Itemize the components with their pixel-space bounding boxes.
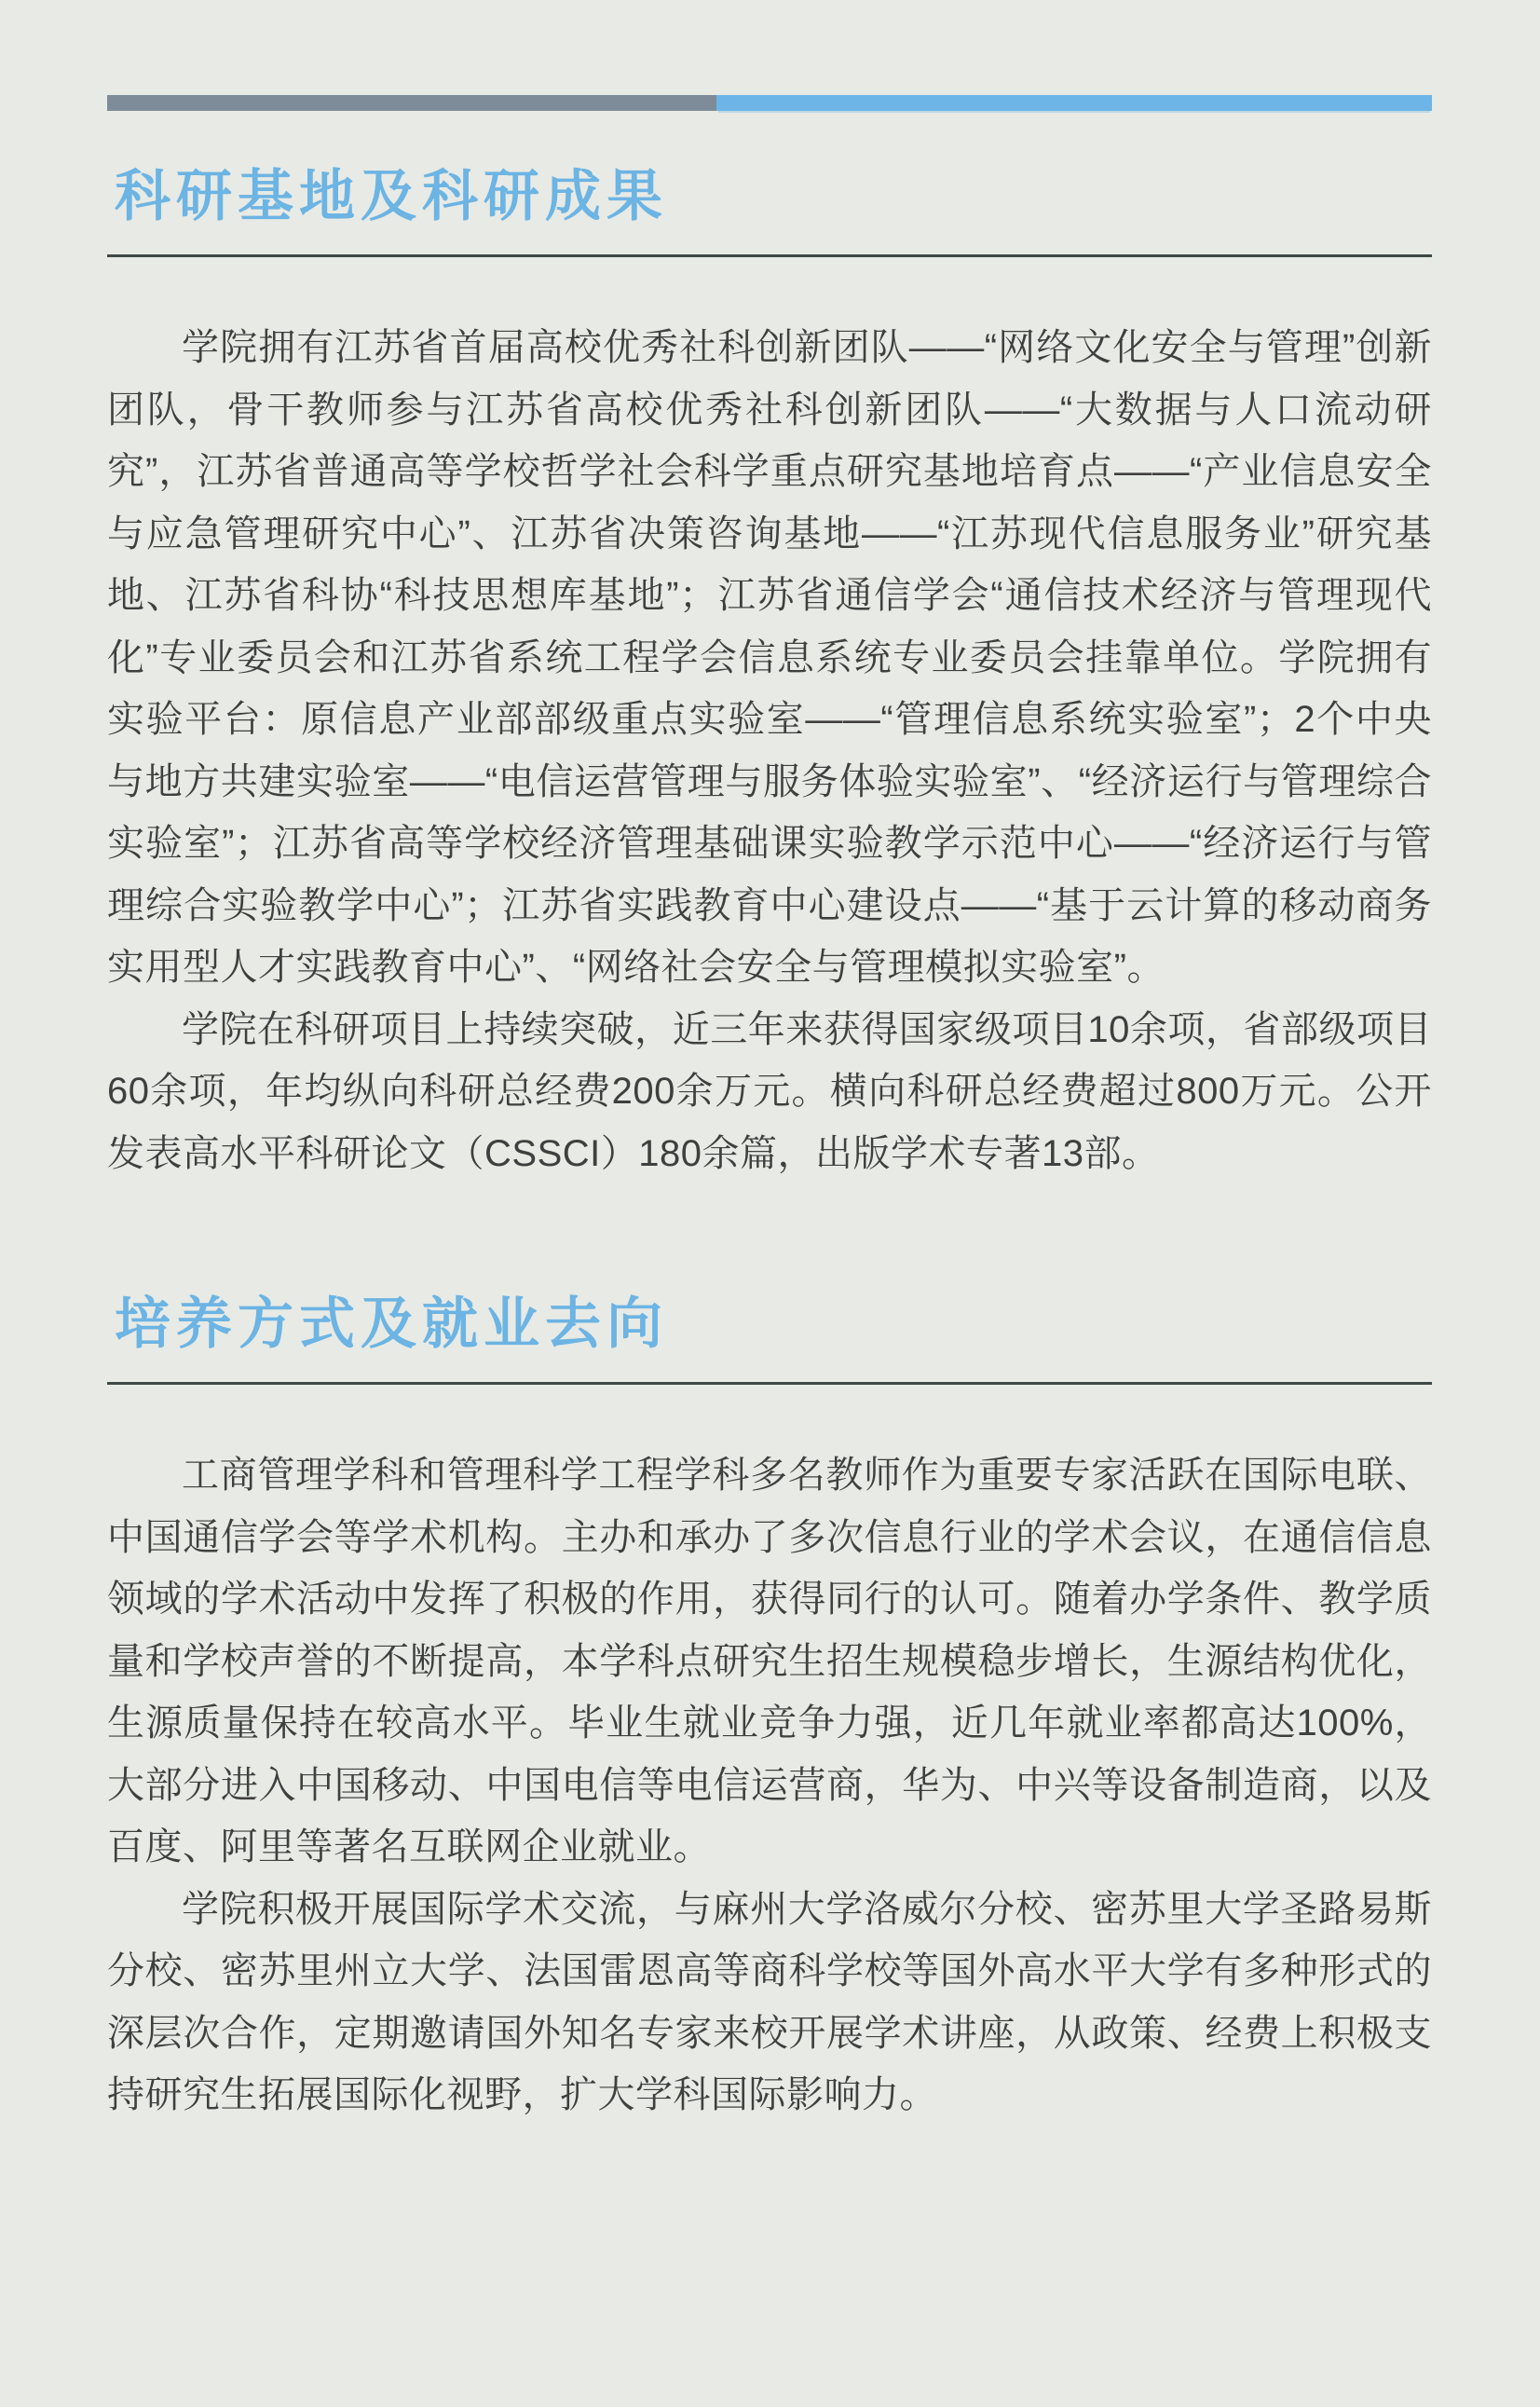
- section-title-research-bases: 科研基地及科研成果: [115, 165, 668, 227]
- section-divider: [107, 1382, 1432, 1385]
- paragraph-international-exchange: 学院积极开展国际学术交流，与麻州大学洛威尔分校、密苏里大学圣路易斯分校、密苏里州立大学、法国雷恩高等商科学校等国外高水平大学有多种形式的深层次合作，定期邀请国外知名专家来校开展学术讲座，从政策、经费上积极支持研究生拓展国际化视野，扩大学科国际影响力。: [107, 1888, 1432, 2115]
- page-content: [107, 95, 1432, 2127]
- top-bar-gray-segment: [107, 95, 716, 111]
- section-title-training-employment: 培养方式及就业去向: [115, 1292, 668, 1355]
- section-research-bases: [107, 165, 1432, 1184]
- section-divider: [107, 254, 1432, 257]
- paragraph-research-projects: 学院在科研项目上持续突破，近三年来获得国家级项目10余项，省部级项目60余项，年均纵向科研总经费200余万元。横向科研总经费超过800万元。公开发表高水平科研论文（CSSCI）180余篇，出版学术专著13部。: [107, 1008, 1432, 1174]
- paragraph-faculty-employment: 工商管理学科和管理科学工程学科多名教师作为重要专家活跃在国际电联、中国通信学会等学术机构。主办和承办了多次信息行业的学术会议，在通信信息领域的学术活动中发挥了积极的作用，获得同行的认可。随着办学条件、教学质量和学校声誉的不断提高，本学科点研究生招生规模稳步增长，生源结构优化，生源质量保持在较高水平。毕业生就业竞争力强，近几年就业率都高达100%，大部分进入中国移动、中国电信等电信运营商，华为、中兴等设备制造商，以及百度、阿里等著名互联网企业就业。: [107, 1455, 1432, 1867]
- paragraph-research-platforms: 学院拥有江苏省首届高校优秀社科创新团队——“网络文化安全与管理”创新团队，骨干教师参与江苏省高校优秀社科创新团队——“大数据与人口流动研究”，江苏省普通高等学校哲学社会科学重点研究基地培育点——“产业信息安全与应急管理研究中心”、江苏省决策咨询基地——“江苏现代信息服务业”研究基地、江苏省科协“科技思想库基地”；江苏省通信学会“通信技术经济与管理现代化”专业委员会和江苏省系统工程学会信息系统专业委员会挂靠单位。学院拥有实验平台：原信息产业部部级重点实验室——“管理信息系统实验室”；2个中央与地方共建实验室——“电信运营管理与服务体验实验室”、“经济运行与管理综合实验室”；江苏省高等学校经济管理基础课实验教学示范中心——“经济运行与管理综合实验教学中心”；江苏省实践教育中心建设点——“基于云计算的移动商务实用型人才实践教育中心”、“网络社会安全与管理模拟实验室”。: [107, 327, 1432, 988]
- section-body: [107, 317, 1432, 1184]
- section-body: [107, 1444, 1432, 2127]
- top-accent-bar: [107, 95, 1432, 111]
- top-bar-blue-segment: [716, 95, 1432, 111]
- section-training-employment: [107, 1292, 1432, 2127]
